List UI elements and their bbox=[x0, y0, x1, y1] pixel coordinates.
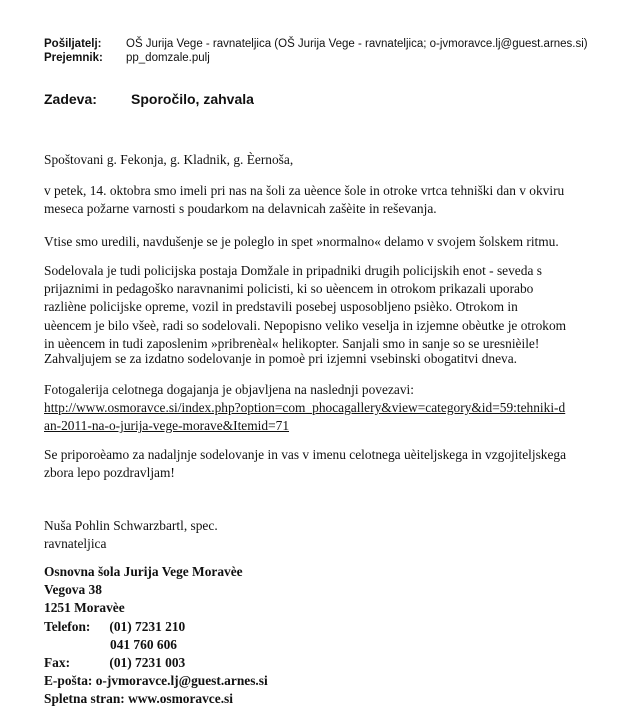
text-line: Vtise smo uredili, navdušenje se je poleglo in spet »normalno« delamo v svojem šolskem ritmu. bbox=[44, 234, 559, 249]
phone-2: 041 760 606 bbox=[110, 636, 177, 652]
signature-role: ravnateljica bbox=[44, 536, 107, 552]
org-name: Osnovna šola Jurija Vege Moravèe bbox=[44, 564, 243, 579]
greeting: Spoštovani g. Fekonja, g. Kladnik, g. Èernoša, bbox=[44, 152, 294, 167]
phone-label: Telefon: bbox=[44, 618, 91, 634]
email-label: E-pošta: bbox=[44, 673, 93, 689]
org-web-row bbox=[44, 690, 268, 708]
text-line: v petek, 14. oktobra smo imeli pri nas na šoli za uèence šole in otroke vrtca tehniški dan v okviru bbox=[44, 183, 565, 198]
to-value: pp_domzale.pulj bbox=[126, 52, 210, 64]
paragraph-thanks bbox=[44, 350, 604, 368]
paragraph-event bbox=[44, 182, 604, 218]
email-value[interactable]: o-jvmoravce.lj@guest.arnes.si bbox=[95, 673, 268, 689]
closing-paragraph bbox=[44, 446, 604, 482]
text-line: Zahvaljujem se za izdatno sodelovanje in pomoè pri izjemni vsebinski obogatitvi dneva. bbox=[44, 351, 518, 366]
from-label: Pošiljatelj: bbox=[44, 38, 102, 50]
text-line: razliène policijske opreme, vozil in predstavili posebej usposobljeno psièko. Otrokom in bbox=[44, 299, 518, 315]
gallery-link[interactable]: http://www.osmoravce.si/index.php?option=com_phocagallery&view=category&id=59:tehniki-d bbox=[44, 400, 566, 416]
subject-row bbox=[44, 91, 254, 107]
gallery-intro: Fotogalerija celotnega dogajanja je objavljena na naslednji povezavi: bbox=[44, 382, 414, 397]
organization-block bbox=[44, 563, 268, 709]
from-value[interactable]: OŠ Jurija Vege - ravnateljica (OŠ Jurija Vege - ravnateljica; o-jvmoravce.lj@guest.arnes.si) bbox=[126, 38, 588, 50]
org-email-row bbox=[44, 672, 268, 690]
text-line: uèencem je bilo všeè, radi so sodelovali. Nepopisno veliko veselja in izjemne obèutke je otrokom bbox=[44, 317, 567, 333]
signature bbox=[44, 517, 218, 553]
fax-value: (01) 7231 003 bbox=[109, 655, 186, 671]
subject-label: Zadeva: bbox=[44, 91, 97, 107]
subject-value: Sporočilo, zahvala bbox=[131, 91, 254, 107]
fax-label: Fax: bbox=[44, 655, 71, 671]
text-line: Se priporoèamo za nadaljnje sodelovanje in vas v imenu celotnega uèiteljskega in vzgojiteljskega bbox=[44, 447, 567, 462]
org-street: Vegova 38 bbox=[44, 582, 102, 598]
text-line: zbora lepo pozdravljam! bbox=[44, 465, 175, 481]
gallery-paragraph bbox=[44, 381, 604, 436]
org-fax-row bbox=[44, 654, 268, 672]
paragraph-impressions bbox=[44, 233, 604, 251]
to-label: Prejemnik: bbox=[44, 52, 103, 64]
from-row bbox=[44, 37, 588, 51]
phone-1: (01) 7231 210 bbox=[109, 618, 186, 634]
web-label: Spletna stran: bbox=[44, 691, 125, 707]
text-line: prijaznimi in pedagoško naravnanimi policisti, ki so uèencem in otrokom prikazali uporabo bbox=[44, 281, 534, 297]
text-line: Sodelovala je tudi policijska postaja Domžale in pripadniki drugih policijskih enot - seveda s bbox=[44, 263, 542, 278]
text-line: meseca požarne varnosti s poudarkom na delavnicah zašèite in reševanja. bbox=[44, 201, 437, 217]
to-row bbox=[44, 51, 210, 65]
paragraph-police bbox=[44, 262, 604, 353]
text-line: in uèencem in tudi zaposlenim »pribrenèal« helikopter. Sanjali smo in sanje so se uresnièile! bbox=[44, 335, 540, 351]
org-phone-row bbox=[44, 618, 268, 636]
gallery-link-continued[interactable]: an-2011-na-o-jurija-vege-morave&Itemid=71 bbox=[44, 418, 290, 434]
org-phone-row-2 bbox=[44, 636, 268, 654]
web-value[interactable]: www.osmoravce.si bbox=[128, 691, 233, 707]
org-city: 1251 Moravèe bbox=[44, 600, 125, 616]
signature-name: Nuša Pohlin Schwarzbartl, spec. bbox=[44, 518, 218, 533]
